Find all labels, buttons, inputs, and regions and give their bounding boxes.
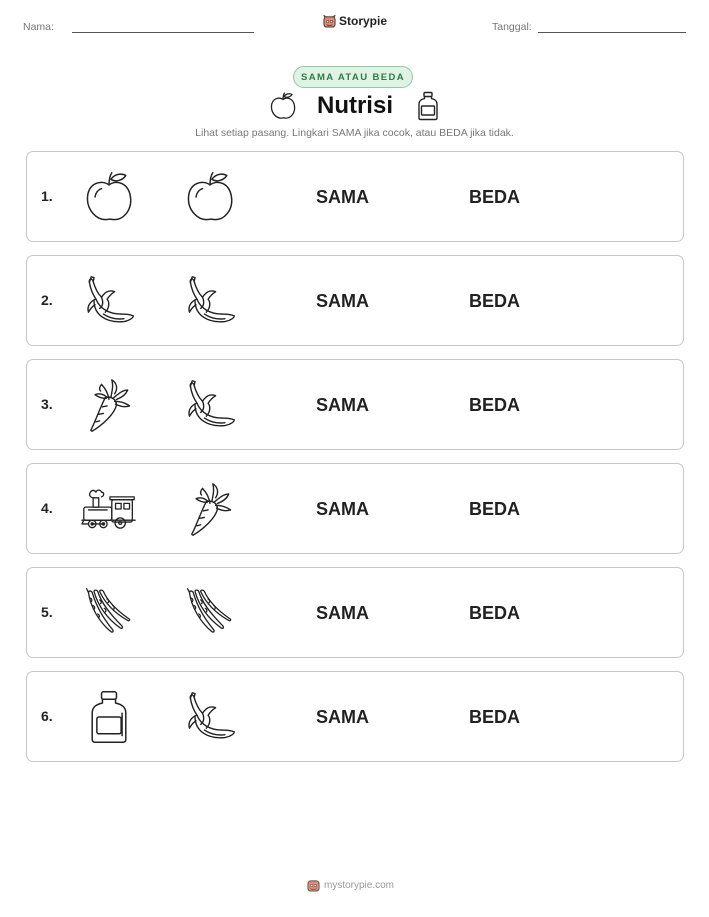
question-row [26, 463, 684, 554]
question-row [26, 671, 684, 762]
question-row [26, 359, 684, 450]
name-label: Nama: [23, 21, 54, 33]
different-option[interactable]: BEDA [469, 187, 521, 207]
green-beans-icon [81, 585, 137, 641]
same-option[interactable]: SAMA [316, 707, 369, 727]
question-row [26, 567, 684, 658]
footer-url[interactable]: mystorypie.com [324, 880, 395, 891]
activity-badge: SAMA ATAU BEDA [293, 66, 413, 88]
jar-icon [81, 689, 137, 745]
carrot-icon [182, 481, 238, 537]
banana-icon [182, 689, 238, 745]
green-beans-icon [182, 585, 238, 641]
same-option[interactable]: SAMA [316, 603, 369, 623]
storypie-mascot-icon [323, 15, 336, 28]
different-option[interactable]: BEDA [469, 395, 521, 415]
title-jar-icon [413, 91, 443, 121]
question-number: 5. [41, 604, 53, 620]
title-apple-icon [268, 91, 298, 121]
different-option[interactable]: BEDA [469, 707, 521, 727]
date-label: Tanggal: [492, 21, 532, 33]
same-option[interactable]: SAMA [316, 187, 369, 207]
banana-icon [81, 273, 137, 329]
banana-icon [182, 273, 238, 329]
question-number: 1. [41, 188, 53, 204]
different-option[interactable]: BEDA [469, 603, 521, 623]
footer [307, 879, 394, 892]
different-option[interactable]: BEDA [469, 499, 521, 519]
apple-icon [182, 169, 238, 225]
question-number: 3. [41, 396, 53, 412]
header [0, 14, 709, 38]
brand-name: Storypie [339, 14, 388, 28]
carrot-icon [81, 377, 137, 433]
instructions: Lihat setiap pasang. Lingkari SAMA jika cocok, atau BEDA jika tidak. [195, 127, 514, 139]
date-line [538, 32, 686, 33]
question-number: 2. [41, 292, 53, 308]
question-number: 4. [41, 500, 53, 516]
question-row [26, 255, 684, 346]
brand-logo [323, 14, 387, 28]
different-option[interactable]: BEDA [469, 291, 521, 311]
apple-icon [81, 169, 137, 225]
banana-icon [182, 377, 238, 433]
question-number: 6. [41, 708, 53, 724]
same-option[interactable]: SAMA [316, 499, 369, 519]
name-line [72, 32, 254, 33]
page-title: Nutrisi [316, 92, 393, 119]
train-icon [81, 481, 137, 537]
same-option[interactable]: SAMA [316, 395, 369, 415]
same-option[interactable]: SAMA [316, 291, 369, 311]
question-row [26, 151, 684, 242]
storypie-mascot-icon [307, 879, 320, 892]
